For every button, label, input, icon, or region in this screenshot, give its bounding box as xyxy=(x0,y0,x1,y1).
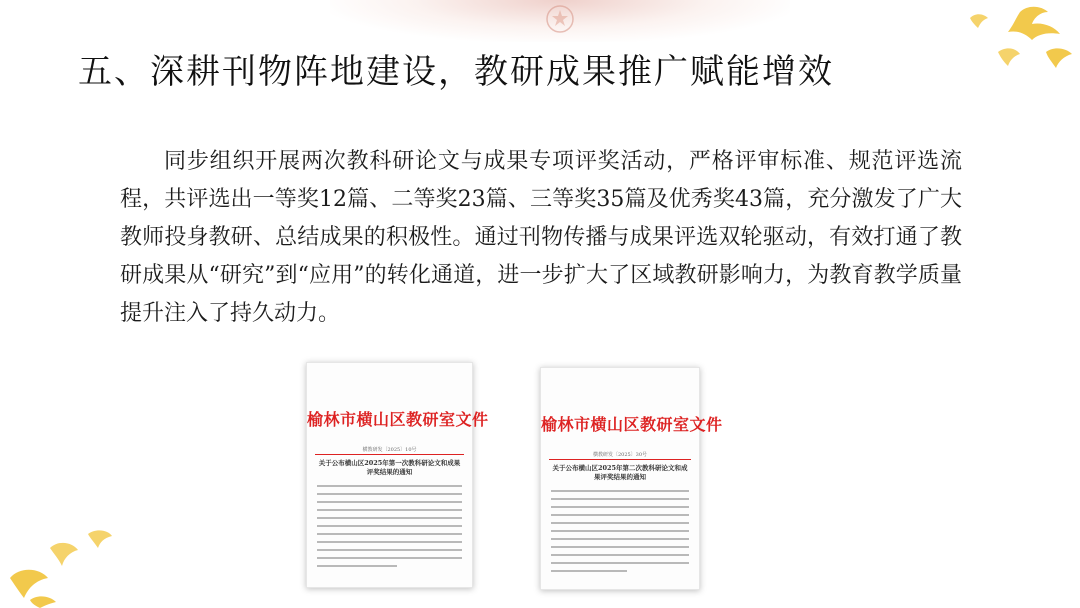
document-red-rule xyxy=(549,459,691,460)
top-emblem-decoration xyxy=(330,0,790,42)
dove-icon xyxy=(962,4,1080,84)
document-image-first-award xyxy=(306,362,489,588)
document-title: 关于公布横山区2025年第一次教科研论文和成果评奖结果的通知 xyxy=(318,459,461,476)
document-number: 横教研发〔2025〕30号 xyxy=(592,452,648,458)
national-emblem-icon xyxy=(545,4,575,34)
document-header: 榆林市横山区教研室文件 xyxy=(541,415,723,434)
document-image-second-award xyxy=(540,367,723,590)
dove-icon xyxy=(0,518,140,608)
body-paragraph: 同步组织开展两次教科研论文与成果专项评奖活动，严格评审标准、规范评选流程，共评选出一等奖12篇、二等奖23篇、三等奖35篇及优秀奖43篇，充分激发了广大教师投身教研、总结成果的积极性。通过刊物传播与成果评选双轮驱动，有效打通了教研成果从“研究”到“应用”的转化通道，进一步扩大了区域教研影响力，为教育教学质量提升注入了持久动力。 xyxy=(120,149,962,326)
document-body-lines xyxy=(551,490,689,578)
document-red-rule xyxy=(315,454,464,455)
document-number: 横教研发〔2025〕10号 xyxy=(362,447,417,453)
slide-title: 五、深耕刊物阵地建设，教研成果推广赋能增效 xyxy=(78,52,834,92)
document-title: 关于公布横山区2025年第二次教科研论文和成果评奖结果的通知 xyxy=(552,464,688,481)
document-header: 榆林市横山区教研室文件 xyxy=(307,410,489,429)
document-body-lines xyxy=(317,485,462,573)
